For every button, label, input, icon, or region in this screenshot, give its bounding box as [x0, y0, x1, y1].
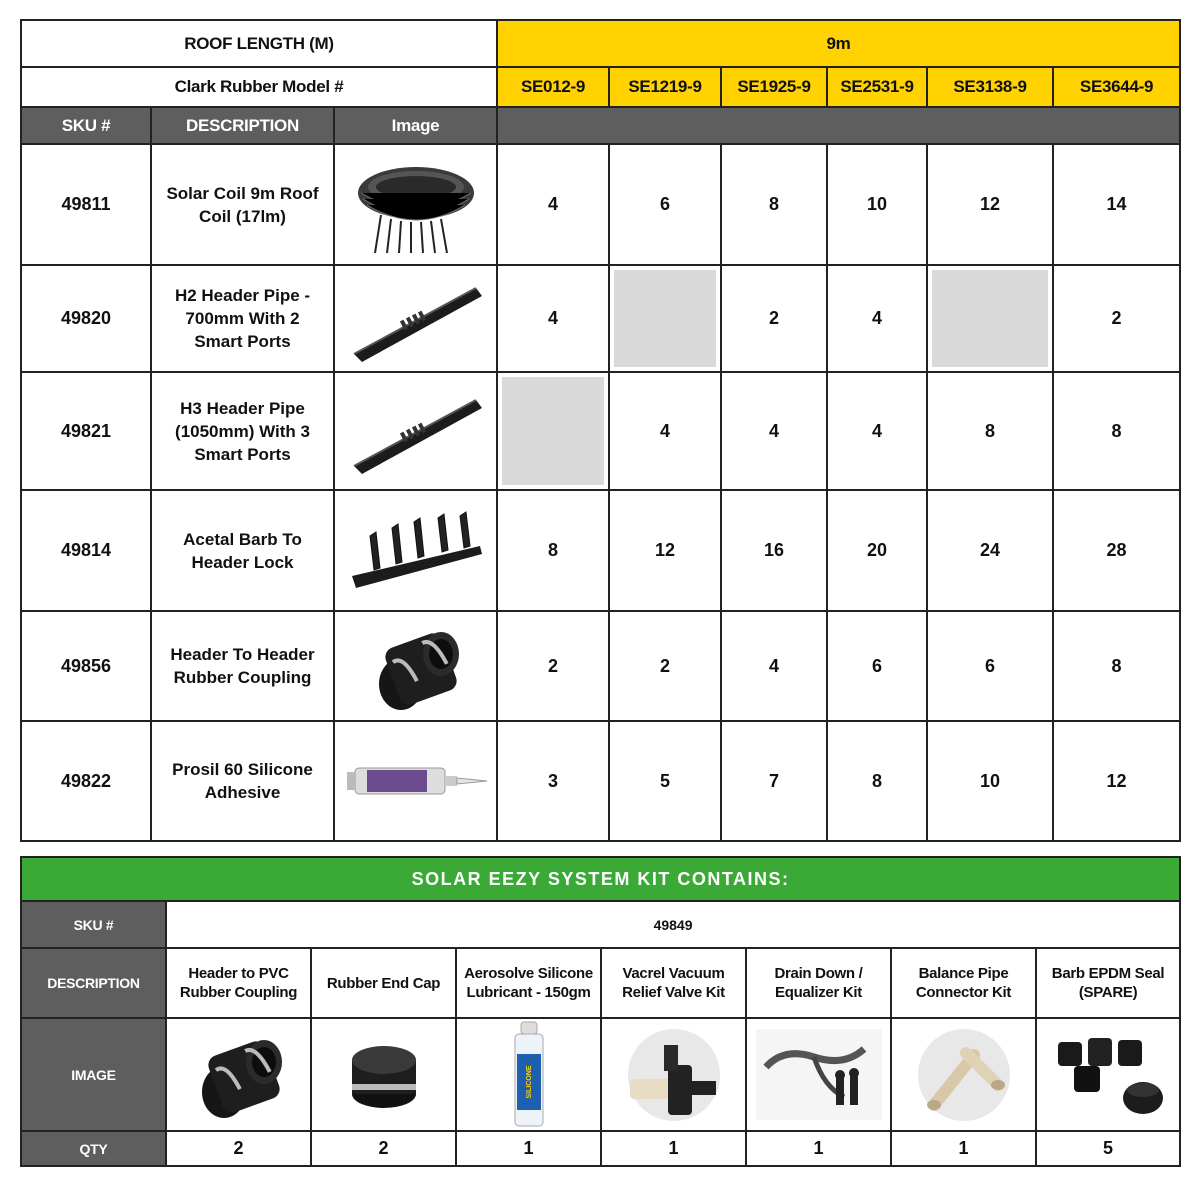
valve-kit-icon: [606, 1025, 741, 1125]
kit-item-qty: 1: [601, 1131, 746, 1166]
qty-cell: 6: [827, 611, 927, 721]
sku-column-header: SKU #: [21, 107, 151, 144]
roof-length-value: 9m: [497, 20, 1180, 67]
qty-cell: 4: [497, 144, 609, 265]
qty-cell: 20: [827, 490, 927, 611]
qty-cell: 8: [1053, 372, 1180, 490]
qty-cell: 4: [721, 372, 827, 490]
solar-coil-icon: [339, 153, 492, 257]
kit-item-description: Vacrel Vacuum Relief Valve Kit: [601, 948, 746, 1018]
epdm-seal-icon: [1041, 1030, 1175, 1120]
description-cell: Prosil 60 Silicone Adhesive: [151, 721, 334, 841]
sku-cell: 49820: [21, 265, 151, 372]
sku-cell: 49856: [21, 611, 151, 721]
qty-cell: 16: [721, 490, 827, 611]
qty-cell: 10: [827, 144, 927, 265]
qty-cell: 12: [609, 490, 721, 611]
silicone-tube-icon: [339, 756, 492, 806]
kit-item-description: Drain Down / Equalizer Kit: [746, 948, 891, 1018]
kit-image-label: IMAGE: [21, 1018, 166, 1131]
kit-contents-table: [20, 856, 1181, 1167]
qty-cell: 28: [1053, 490, 1180, 611]
qty-cell: 24: [927, 490, 1053, 611]
kit-item-description: Barb EPDM Seal (SPARE): [1036, 948, 1180, 1018]
model-header: SE1925-9: [721, 67, 827, 107]
qty-cell: 12: [1053, 721, 1180, 841]
kit-item-qty: 1: [746, 1131, 891, 1166]
kit-item-image: [601, 1018, 746, 1131]
table-row: [21, 721, 1180, 841]
not-applicable-cell: [497, 372, 609, 490]
kit-item-image: [746, 1018, 891, 1131]
kit-item-image: [311, 1018, 456, 1131]
header-pipe-icon: [339, 386, 492, 476]
image-cell: [334, 611, 497, 721]
sku-cell: 49822: [21, 721, 151, 841]
qty-cell: 6: [927, 611, 1053, 721]
description-cell: Solar Coil 9m Roof Coil (17lm): [151, 144, 334, 265]
description-column-header: DESCRIPTION: [151, 107, 334, 144]
svg-text:SILICONE: SILICONE: [525, 1064, 533, 1099]
table-row: [21, 372, 1180, 490]
qty-cell: 3: [497, 721, 609, 841]
rubber-coupling-icon: [171, 1027, 306, 1122]
kit-sku-label: SKU #: [21, 901, 166, 948]
qty-cell: 7: [721, 721, 827, 841]
qty-cell: 6: [609, 144, 721, 265]
kit-item-image: [1036, 1018, 1180, 1131]
header-filler: [497, 107, 1180, 144]
spray-can-icon: [461, 1020, 596, 1130]
qty-cell: 8: [927, 372, 1053, 490]
qty-cell: 10: [927, 721, 1053, 841]
qty-cell: 8: [827, 721, 927, 841]
sku-cell: 49814: [21, 490, 151, 611]
qty-cell: 4: [609, 372, 721, 490]
description-cell: Acetal Barb To Header Lock: [151, 490, 334, 611]
kit-item-qty: 1: [456, 1131, 601, 1166]
image-cell: [334, 721, 497, 841]
kit-item-image: [456, 1018, 601, 1131]
description-cell: Header To Header Rubber Coupling: [151, 611, 334, 721]
model-header: SE1219-9: [609, 67, 721, 107]
description-cell: H2 Header Pipe - 700mm With 2 Smart Ports: [151, 265, 334, 372]
kit-item-qty: 2: [311, 1131, 456, 1166]
table-row: [21, 490, 1180, 611]
table-row: [21, 144, 1180, 265]
kit-item-description: Header to PVC Rubber Coupling: [166, 948, 311, 1018]
qty-cell: 8: [721, 144, 827, 265]
kit-item-description: Rubber End Cap: [311, 948, 456, 1018]
model-header: SE3644-9: [1053, 67, 1180, 107]
table-row: [21, 265, 1180, 372]
sku-cell: 49821: [21, 372, 151, 490]
image-cell: [334, 265, 497, 372]
table-row: [21, 611, 1180, 721]
qty-cell: 4: [827, 372, 927, 490]
kit-sku-value: 49849: [166, 901, 1180, 948]
kit-quantity-table: [20, 19, 1181, 842]
kit-qty-label: QTY: [21, 1131, 166, 1166]
qty-cell: 14: [1053, 144, 1180, 265]
header-pipe-icon: [339, 274, 492, 364]
barb-lock-icon: [339, 506, 492, 596]
kit-title: SOLAR EEZY SYSTEM KIT CONTAINS:: [21, 857, 1180, 901]
qty-cell: 4: [497, 265, 609, 372]
model-label: Clark Rubber Model #: [21, 67, 497, 107]
qty-cell: 2: [609, 611, 721, 721]
drain-kit-icon: [751, 1027, 886, 1122]
roof-length-label: ROOF LENGTH (M): [21, 20, 497, 67]
kit-item-image: [891, 1018, 1036, 1131]
qty-cell: 2: [497, 611, 609, 721]
rubber-coupling-icon: [339, 619, 492, 714]
image-cell: [334, 372, 497, 490]
kit-item-qty: 5: [1036, 1131, 1180, 1166]
end-cap-icon: [316, 1032, 451, 1117]
qty-cell: 2: [1053, 265, 1180, 372]
kit-item-qty: 1: [891, 1131, 1036, 1166]
image-cell: [334, 144, 497, 265]
model-header: SE012-9: [497, 67, 609, 107]
image-cell: [334, 490, 497, 611]
description-cell: H3 Header Pipe (1050mm) With 3 Smart Ports: [151, 372, 334, 490]
not-applicable-cell: [609, 265, 721, 372]
model-header: SE3138-9: [927, 67, 1053, 107]
sku-cell: 49811: [21, 144, 151, 265]
qty-cell: 4: [721, 611, 827, 721]
image-column-header: Image: [334, 107, 497, 144]
kit-item-description: Balance Pipe Connector Kit: [891, 948, 1036, 1018]
qty-cell: 2: [721, 265, 827, 372]
kit-item-qty: 2: [166, 1131, 311, 1166]
not-applicable-cell: [927, 265, 1053, 372]
model-header: SE2531-9: [827, 67, 927, 107]
qty-cell: 5: [609, 721, 721, 841]
kit-item-image: [166, 1018, 311, 1131]
qty-cell: 8: [1053, 611, 1180, 721]
kit-item-description: Aerosolve Silicone Lubricant - 150gm: [456, 948, 601, 1018]
qty-cell: 8: [497, 490, 609, 611]
kit-description-label: DESCRIPTION: [21, 948, 166, 1018]
connector-kit-icon: [896, 1025, 1031, 1125]
qty-cell: 4: [827, 265, 927, 372]
qty-cell: 12: [927, 144, 1053, 265]
